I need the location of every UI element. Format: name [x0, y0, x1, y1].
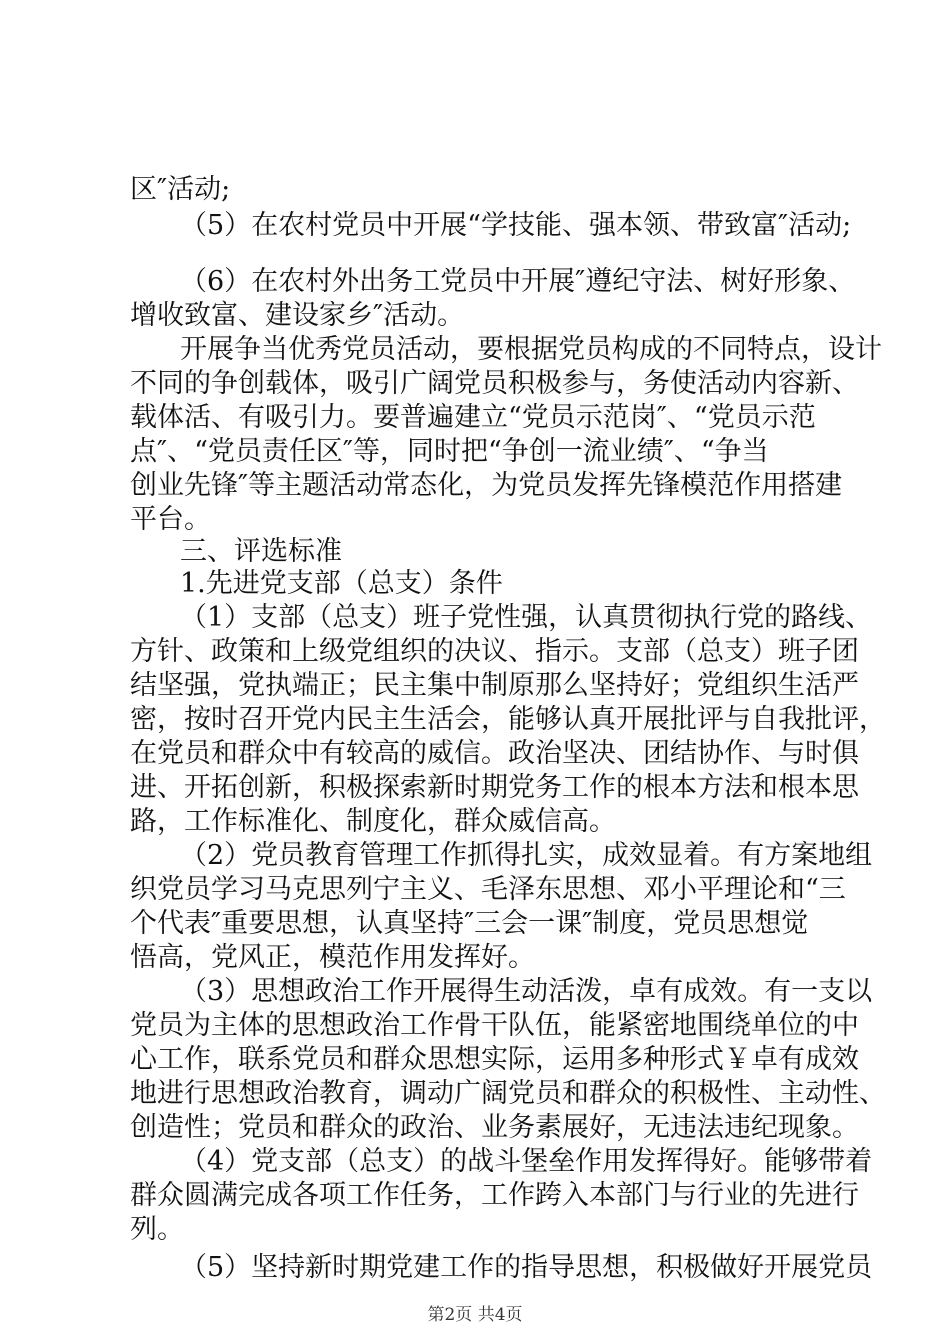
text-line: 创造性；党员和群众的政治、业务素展好，无违法违纪现象。: [130, 1112, 859, 1143]
text-line: 列。: [130, 1214, 184, 1245]
text-line: （5）坚持新时期党建工作的指导思想，积极做好开展党员: [180, 1252, 873, 1283]
subsection-heading: 1.先进党支部（总支）条件: [180, 568, 503, 599]
text-line: （4）党支部（总支）的战斗堡垒作用发挥得好。能够带着: [180, 1146, 873, 1177]
text-line: 心工作，联系党员和群众思想实际，运用多种形式￥卓有成效: [130, 1044, 859, 1075]
text-line: 在党员和群众中有较高的威信。政治坚决、团结协作、与时俱: [130, 738, 859, 769]
text-line: （2）党员教育管理工作抓得扎实，成效显着。有方案地组: [180, 840, 873, 871]
text-line: 载体活、有吸引力。要普遍建立“党员示范岗″、“党员示范: [130, 402, 816, 433]
text-line: 路，工作标准化、制度化，群众威信高。: [130, 806, 616, 837]
text-line: 平台。: [130, 504, 211, 535]
text-line: 群众圆满完成各项工作任务，工作跨入本部门与行业的先进行: [130, 1180, 859, 1211]
text-line: 开展争当优秀党员活动，要根据党员构成的不同特点，设计: [180, 334, 882, 365]
text-line: 区″活动;: [130, 174, 231, 205]
text-line: 结坚强，党执端正；民主集中制原那么坚持好；党组织生活严: [130, 670, 859, 701]
text-line: （1）支部（总支）班子党性强，认真贯彻执行党的路线、: [180, 602, 873, 633]
text-line: （3）思想政治工作开展得生动活泼，卓有成效。有一支以: [180, 976, 873, 1007]
text-line: 点″、“党员责任区″等，同时把“争创一流业绩″、“争当: [130, 436, 769, 467]
text-line: （6）在农村外出务工党员中开展″遵纪守法、树好形象、: [180, 266, 856, 297]
text-line: 进、开拓创新，积极探索新时期党务工作的根本方法和根本思: [130, 772, 859, 803]
text-line: （5）在农村党员中开展“学技能、强本领、带致富″活动;: [180, 210, 852, 241]
text-line: 创业先锋″等主题活动常态化，为党员发挥先锋模范作用搭建: [130, 470, 843, 501]
text-line: 密，按时召开党内民主生活会，能够认真开展批评与自我批评，: [130, 704, 886, 735]
text-line: 织党员学习马克思列宁主义、毛泽东思想、邓小平理论和“三: [130, 874, 846, 905]
text-line: 地进行思想政治教育，调动广阔党员和群众的积极性、主动性、: [130, 1078, 886, 1109]
section-heading: 三、评选标准: [180, 536, 342, 567]
text-line: 悟高，党风正，模范作用发挥好。: [130, 942, 535, 973]
page-footer: 第2页 共4页: [427, 1305, 523, 1325]
text-line: 个代表″重要思想，认真坚持″三会一课″制度，党员思想觉: [130, 908, 809, 939]
text-line: 不同的争创载体，吸引广阔党员积极参与，务使活动内容新、: [130, 368, 859, 399]
text-line: 党员为主体的思想政治工作骨干队伍，能紧密地围绕单位的中: [130, 1010, 859, 1041]
text-line: 增收致富、建设家乡″活动。: [130, 300, 465, 331]
text-line: 方针、政策和上级党组织的决议、指示。支部（总支）班子团: [130, 636, 859, 667]
